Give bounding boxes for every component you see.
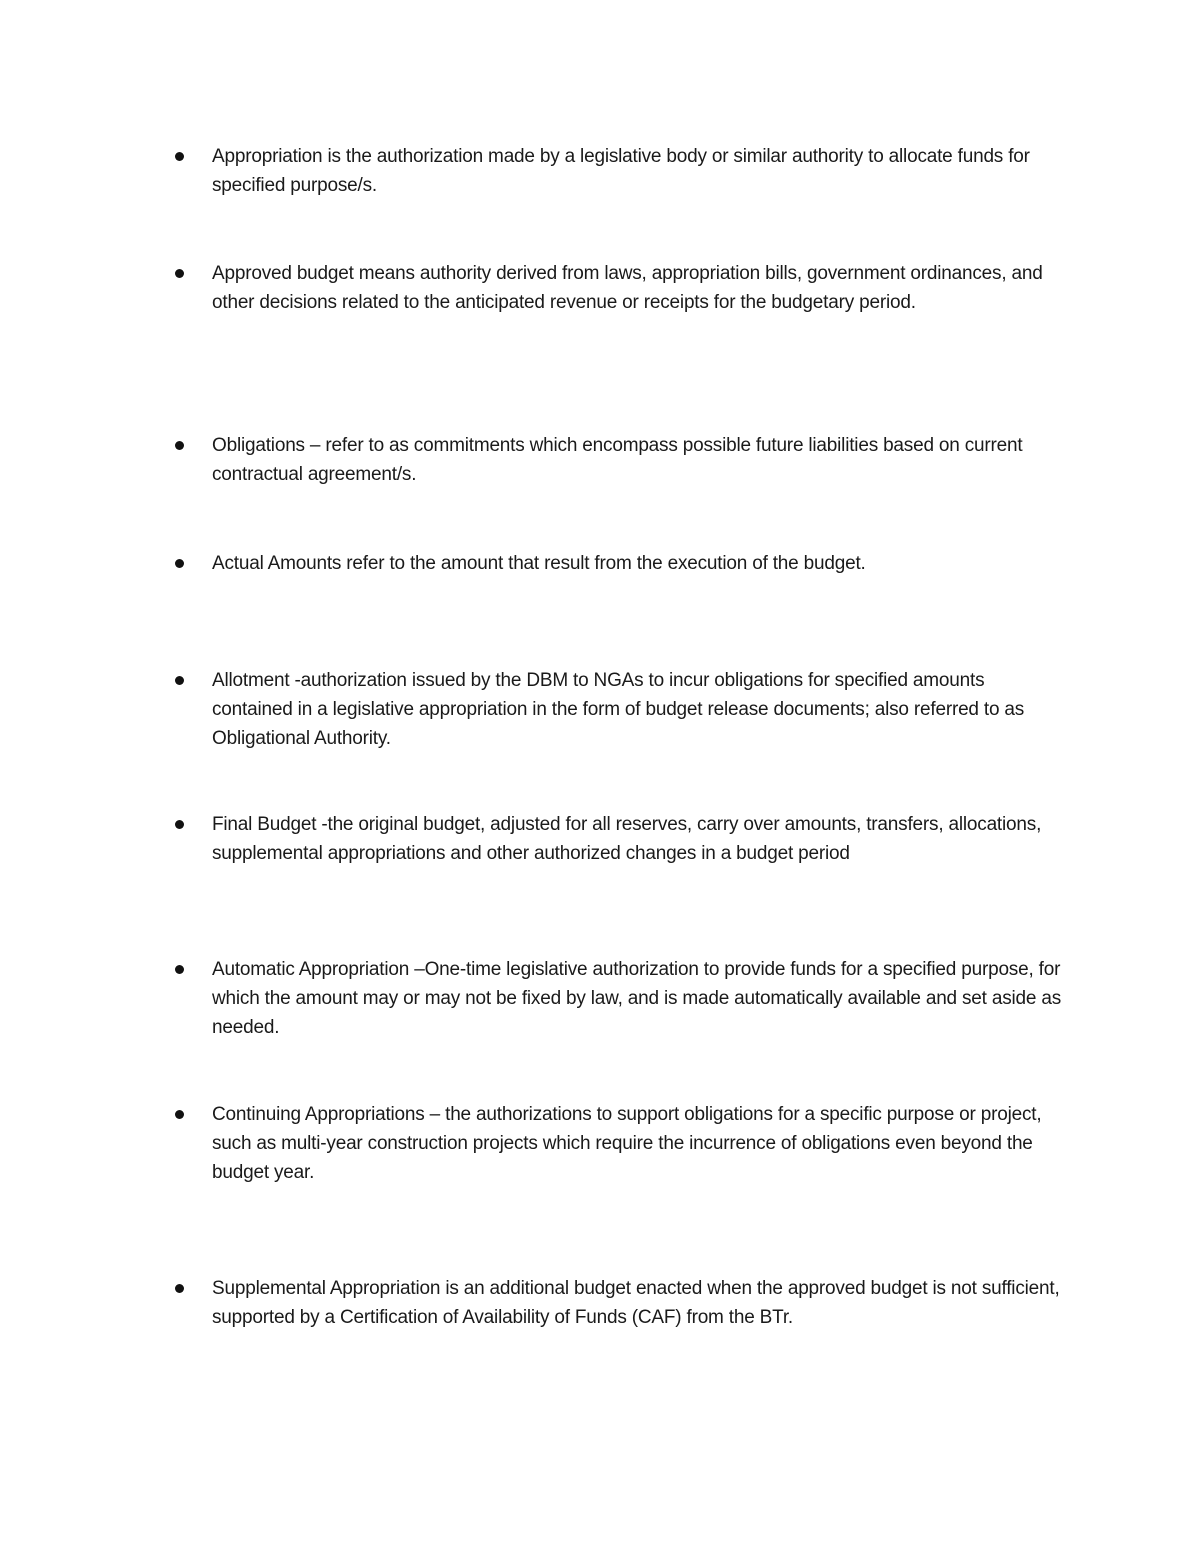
bullet-icon — [175, 441, 184, 450]
list-item-text: Appropriation is the authorization made by a legislative body or similar authority to allocate funds for specified purpose/s. — [212, 146, 1030, 196]
list-item-text: Final Budget -the original budget, adjusted for all reserves, carry over amounts, transfers, allocations, supplemental appropriations and other authorized changes in a budget period — [212, 814, 1042, 864]
bullet-icon — [175, 152, 184, 161]
list-item-text: Continuing Appropriations – the authorizations to support obligations for a specific purpose or project, such as multi-year construction projects which require the incurrence of obligations even beyond the budget year. — [212, 1104, 1042, 1183]
bullet-icon — [175, 965, 184, 974]
list-item-text: Approved budget means authority derived from laws, appropriation bills, government ordinances, and other decisions related to the anticipated revenue or receipts for the budgetary period. — [212, 263, 1043, 313]
bullet-icon — [175, 676, 184, 685]
list-item-text: Allotment -authorization issued by the DBM to NGAs to incur obligations for specified amounts contained in a legislative appropriation in the form of budget release documents; also referred to as Obligational Authority. — [212, 670, 1025, 749]
bullet-icon — [175, 820, 184, 829]
bullet-icon — [175, 1284, 184, 1293]
bullet-icon — [175, 1110, 184, 1119]
bullet-icon — [175, 559, 184, 568]
list-item-text: Supplemental Appropriation is an additional budget enacted when the approved budget is not sufficient, supported by a Certification of Availability of Funds (CAF) from the BTr. — [212, 1278, 1060, 1328]
bullet-icon — [175, 269, 184, 278]
list-item-text: Actual Amounts refer to the amount that result from the execution of the budget. — [212, 553, 866, 574]
list-item-text: Obligations – refer to as commitments which encompass possible future liabilities based on current contractual agreement/s. — [212, 435, 1023, 485]
list-item-text: Automatic Appropriation –One-time legislative authorization to provide funds for a specified purpose, for which the amount may or may not be fixed by law, and is made automatically available and set aside as needed. — [212, 959, 1061, 1038]
